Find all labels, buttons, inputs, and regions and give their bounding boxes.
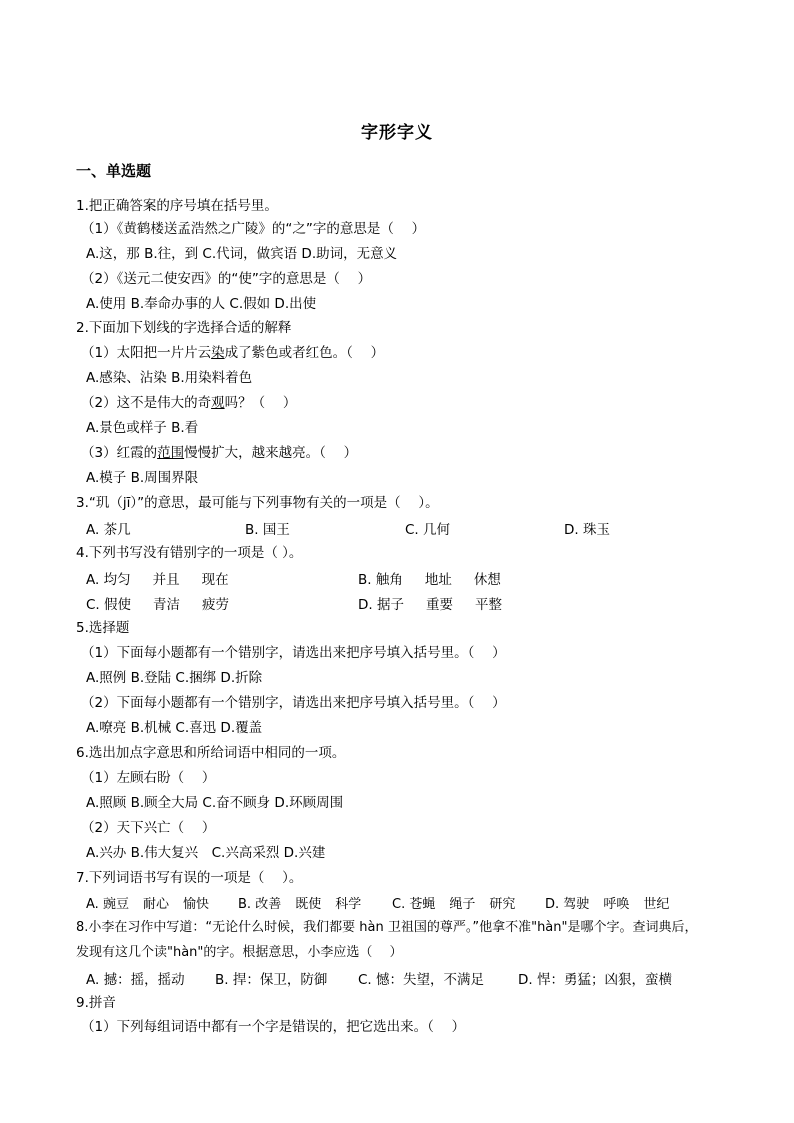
option-label: A. (86, 572, 100, 588)
question-8-option-a: A. 撼：摇，摇动 (86, 972, 185, 988)
question-8-option-b: B. 捍：保卫，防御 (215, 972, 328, 988)
question-2-sub-1-pre: （1）太阳把一片片云 (81, 345, 212, 361)
option-label: A. (86, 897, 99, 912)
question-7-option-a (86, 893, 209, 912)
option-label: B. (238, 897, 252, 912)
word: 改善 (255, 897, 282, 912)
question-2-sub-2 (81, 393, 296, 413)
underlined-char: 染 (211, 345, 225, 361)
underlined-word: 范围 (157, 445, 185, 461)
question-1-sub-2: （2）《送元二使安西》的“使”字的意思是（ ） (81, 271, 372, 287)
word: 呼唤 (603, 897, 630, 912)
page-title: 字形字义 (361, 123, 433, 143)
question-2-sub-2-pre: （2）这不是伟大的奇 (81, 395, 212, 411)
question-6-sub-1-options: A.照顾 B.顾全大局 C.奋不顾身 D.环顾周围 (86, 795, 344, 811)
question-3-option-a: A. 茶几 (86, 522, 131, 538)
question-8-stem-line-2: 发现有这几个读"hàn"的字。根据意思，小李应选（ ） (76, 945, 403, 960)
question-2-sub-3-post: 慢慢扩大，越来越亮。（ ） (184, 445, 358, 461)
word: 豌豆 (102, 897, 129, 912)
underlined-char: 观 (211, 395, 225, 411)
question-9-stem: 9.拼音 (76, 995, 116, 1011)
question-2-sub-1-post: 成了紫色或者红色。（ ） (224, 345, 385, 361)
word: 耐心 (142, 897, 169, 912)
question-7-option-b (238, 893, 361, 912)
question-4-option-a (86, 568, 229, 588)
question-2-sub-1-options: A.感染、沾染 B.用染料着色 (86, 370, 253, 386)
question-6-sub-2-options: A.兴办 B.伟大复兴 C.兴高采烈 D.兴建 (86, 845, 326, 861)
word: 愉快 (182, 897, 209, 912)
word: 研究 (489, 897, 516, 912)
question-2-sub-2-options: A.景色或样子 B.看 (86, 420, 199, 436)
section-heading: 一、单选题 (76, 162, 152, 180)
option-label: D. (358, 597, 373, 613)
question-5-sub-1: （1）下面每小题都有一个错别字，请选出来把序号填入括号里。（ ） (81, 645, 506, 661)
option-label: C. (86, 597, 100, 613)
question-1-sub-1: （1）《黄鹤楼送孟浩然之广陵》的“之”字的意思是（ ） (81, 221, 426, 237)
question-1-sub-2-options: A.使用 B.奉命办事的人 C.假如 D.出使 (86, 296, 317, 312)
word: 疲劳 (202, 597, 230, 613)
word: 青洁 (153, 597, 181, 613)
word: 科学 (335, 897, 362, 912)
question-6-sub-2: （2）天下兴亡（ ） (81, 820, 216, 836)
word: 均匀 (103, 572, 131, 588)
question-3-option-c: C. 几何 (405, 522, 451, 538)
question-8-option-c: C. 憾：失望，不满足 (358, 972, 485, 988)
question-7-option-c (392, 893, 515, 912)
question-5-stem: 5.选择题 (76, 620, 130, 636)
question-8-option-d: D. 悍：勇猛；凶狠，蛮横 (518, 972, 672, 988)
question-1-stem: 1.把正确答案的序号填在括号里。 (76, 198, 278, 214)
question-7-option-d (545, 893, 669, 912)
word: 世纪 (643, 897, 670, 912)
question-2-stem: 2.下面加下划线的字选择合适的解释 (76, 320, 292, 336)
option-label: B. (358, 572, 372, 588)
question-2-sub-3-pre: （3）红霞的 (81, 445, 158, 461)
word: 苍蝇 (409, 897, 436, 912)
word: 平整 (474, 597, 502, 613)
question-4-stem: 4.下列书写没有错别字的一项是（ ）。 (76, 545, 303, 561)
question-3-option-b: B. 国王 (245, 522, 290, 538)
question-4-option-d (358, 593, 502, 613)
question-2-sub-2-post: 吗？（ ） (224, 395, 297, 411)
word: 并且 (152, 572, 180, 588)
question-6-sub-1: （1）左顾右盼（ ） (81, 770, 216, 786)
word: 地址 (424, 572, 452, 588)
word: 绳子 (449, 897, 476, 912)
option-label: C. (392, 897, 406, 912)
question-5-sub-2: （2）下面每小题都有一个错别字，请选出来把序号填入括号里。（ ） (81, 695, 506, 711)
question-3-stem: 3.“玑（jī）”的意思，最可能与下列事物有关的一项是（ ）。 (76, 495, 439, 511)
question-2-sub-3-options: A.模子 B.周围界限 (86, 470, 199, 486)
word: 假使 (104, 597, 132, 613)
question-6-stem: 6.选出加点字意思和所给词语中相同的一项。 (76, 745, 346, 761)
question-8-stem-line-1: 8.小李在习作中写道：“无论什么时候，我们都要 hàn 卫祖国的尊严。”他拿不准"hàn"是哪个字。查词典后， (76, 920, 698, 935)
option-label: D. (545, 897, 560, 912)
word: 据子 (376, 597, 404, 613)
word: 既使 (295, 897, 322, 912)
question-7-stem: 7.下列词语书写有误的一项是（ ）。 (76, 870, 303, 886)
word: 休想 (473, 572, 501, 588)
word: 驾驶 (563, 897, 590, 912)
question-5-sub-1-options: A.照例 B.登陆 C.捆绑 D.折除 (86, 670, 263, 686)
question-3-option-d: D. 珠玉 (564, 522, 610, 538)
word: 触角 (375, 572, 403, 588)
question-2-sub-1 (81, 343, 384, 363)
question-4-option-c (86, 593, 229, 613)
question-1-sub-1-options: A.这，那 B.往，到 C.代词，做宾语 D.助词，无意义 (86, 246, 398, 262)
word: 现在 (201, 572, 229, 588)
word: 重要 (425, 597, 453, 613)
question-5-sub-2-options: A.嘹亮 B.机械 C.喜迅 D.覆盖 (86, 720, 263, 736)
question-2-sub-3 (81, 443, 357, 463)
question-9-sub-1: （1）下列每组词语中都有一个字是错误的，把它选出来。（ ） (81, 1019, 466, 1035)
question-4-option-b (358, 568, 501, 588)
